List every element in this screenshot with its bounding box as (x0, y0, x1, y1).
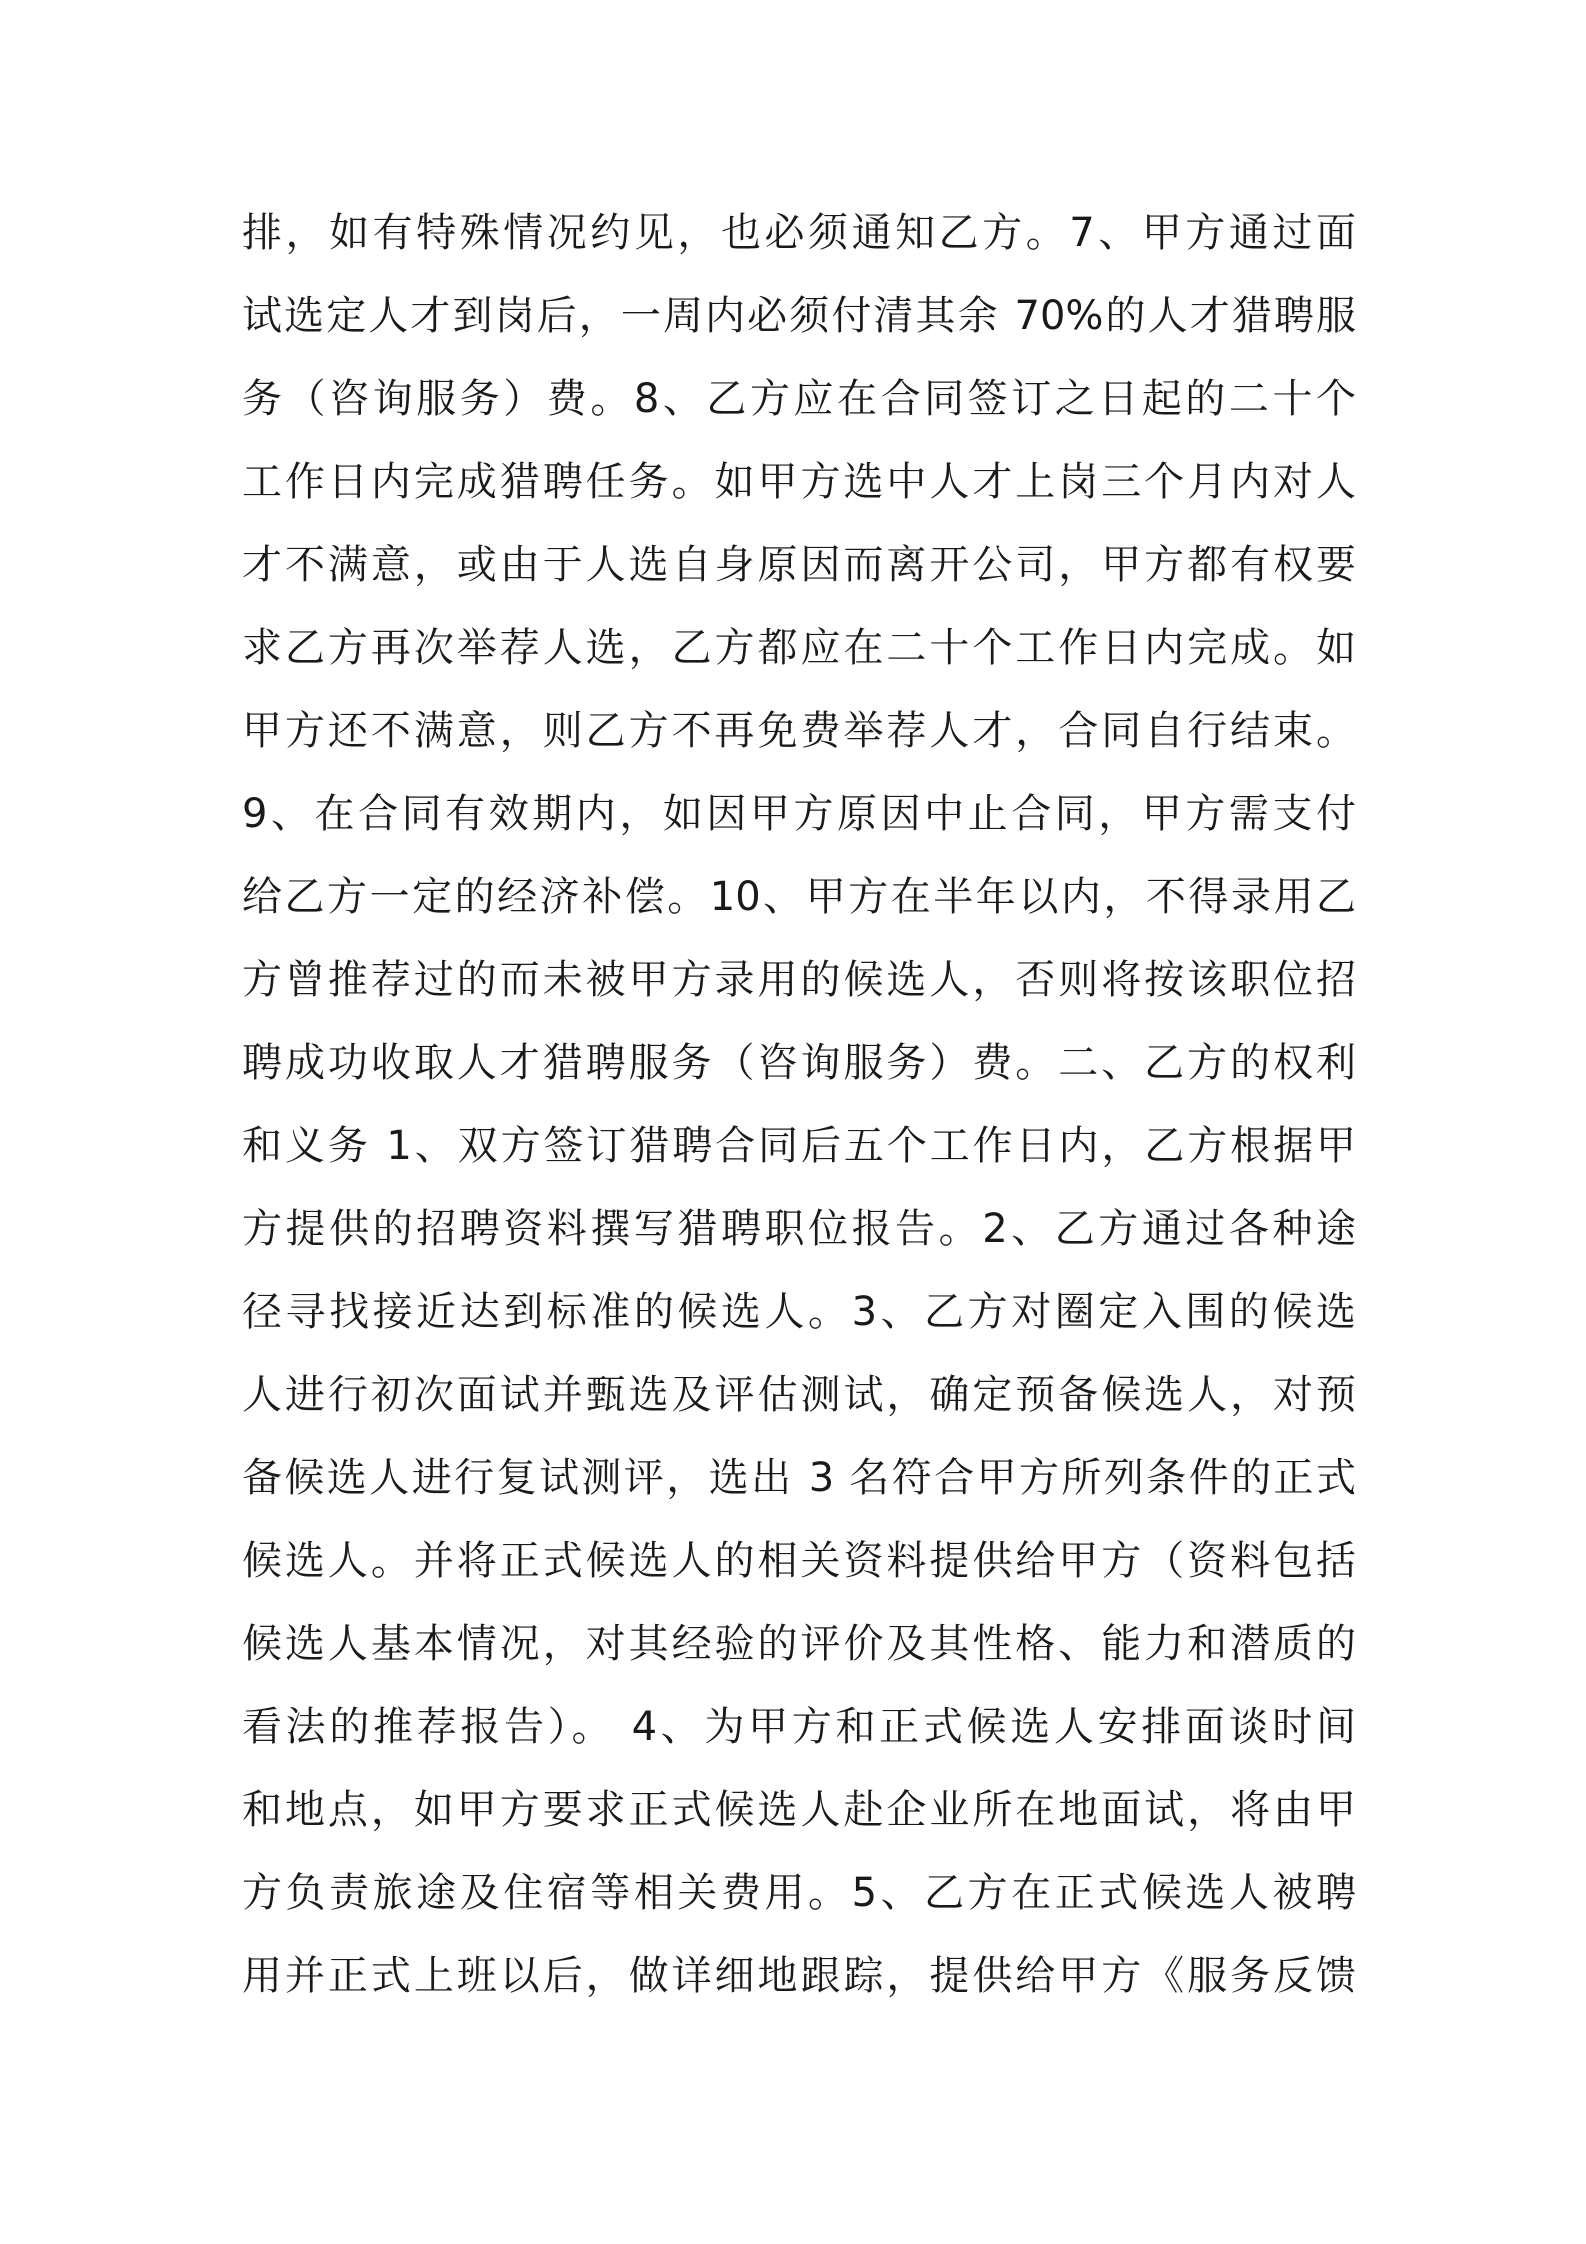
text-line-19: 看法的推荐报告）。 4、为甲方和正式候选人安排面谈时间 (242, 1704, 1356, 1750)
text-line-3: 务（咨询服务）费。8、乙方应在合同签订之日起的二十个 (242, 376, 1356, 422)
text-line-15: 人进行初次面试并甄选及评估测试，确定预备候选人，对预 (242, 1372, 1356, 1418)
text-line-18: 候选人基本情况，对其经验的评价及其性格、能力和潜质的 (242, 1621, 1356, 1667)
text-line-1: 排，如有特殊情况约见，也必须通知乙方。7、甲方通过面 (242, 210, 1356, 256)
text-line-8: 9、在合同有效期内，如因甲方原因中止合同，甲方需支付 (242, 791, 1356, 837)
text-line-7: 甲方还不满意，则乙方不再免费举荐人才，合同自行结束。 (242, 708, 1356, 754)
text-line-11: 聘成功收取人才猎聘服务（咨询服务）费。二、乙方的权利 (242, 1040, 1356, 1086)
text-line-16: 备候选人进行复试测评，选出 3 名符合甲方所列条件的正式 (242, 1455, 1356, 1501)
body-text (242, 192, 1356, 2018)
text-line-14: 径寻找接近达到标准的候选人。3、乙方对圈定入围的候选 (242, 1289, 1356, 1335)
text-line-5: 才不满意，或由于人选自身原因而离开公司，甲方都有权要 (242, 542, 1356, 588)
text-line-13: 方提供的招聘资料撰写猎聘职位报告。2、乙方通过各种途 (242, 1206, 1356, 1252)
text-line-10: 方曾推荐过的而未被甲方录用的候选人，否则将按该职位招 (242, 957, 1356, 1003)
text-line-6: 求乙方再次举荐人选，乙方都应在二十个工作日内完成。如 (242, 625, 1356, 671)
text-line-17: 候选人。并将正式候选人的相关资料提供给甲方（资料包括 (242, 1538, 1356, 1584)
text-line-21: 方负责旅途及住宿等相关费用。5、乙方在正式候选人被聘 (242, 1870, 1356, 1916)
text-line-2: 试选定人才到岗后，一周内必须付清其余 70%的人才猎聘服 (242, 293, 1356, 339)
text-line-9: 给乙方一定的经济补偿。10、甲方在半年以内，不得录用乙 (242, 874, 1356, 920)
text-line-22: 用并正式上班以后，做详细地跟踪，提供给甲方《服务反馈 (242, 1953, 1356, 1999)
text-line-12: 和义务 1、双方签订猎聘合同后五个工作日内，乙方根据甲 (242, 1123, 1356, 1169)
text-line-20: 和地点，如甲方要求正式候选人赴企业所在地面试，将由甲 (242, 1787, 1356, 1833)
text-line-4: 工作日内完成猎聘任务。如甲方选中人才上岗三个月内对人 (242, 459, 1356, 505)
